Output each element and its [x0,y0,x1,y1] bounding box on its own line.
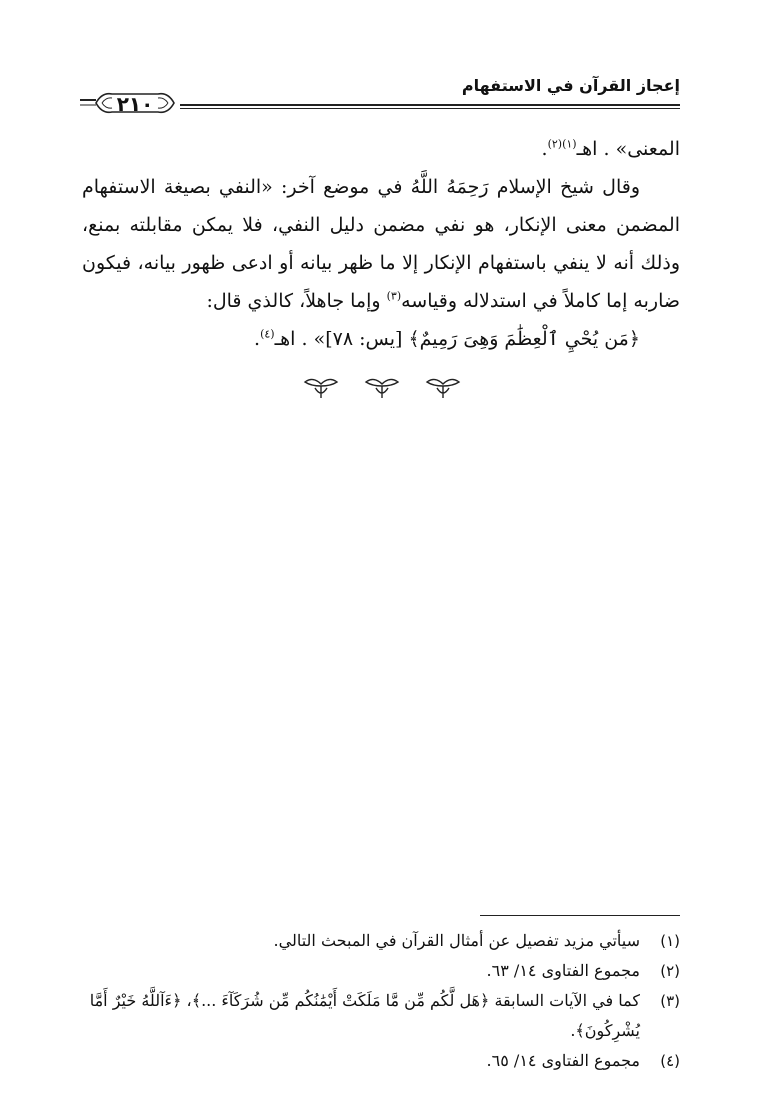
page-number-frame [80,88,190,118]
section-divider [0,376,764,406]
header-rule [180,104,680,106]
footnotes [82,926,680,1076]
footnote-rule [480,915,680,916]
paragraph-1 [82,130,680,168]
main-text [82,130,680,358]
footnote-number: (٤) [660,1052,680,1070]
footnote-number: (١) [660,932,680,950]
verse-reference: [يس: ٧٨]» . اهـ [274,328,409,350]
footnote-text: مجموع الفتاوى ١٤/ ٦٥. [486,1051,640,1070]
footnote [82,986,680,1046]
text-segment: وقال شيخ الإسلام رَحِمَهُ اللَّهُ في موضع آخر: «النفي بصيغة الاستفهام المضمن معنى الإنكار، هو نفي مضمن دليل النفي، فلا يمكن مقابلته بمنع، وذلك أنه لا ينفي باستفهام الإنكار إلا ما ظهر بيانه أو ادعى ظهور بيانه، فيكون ضاربه إما كاملاً في استدلاله وقياسه [82,176,680,312]
quran-verse: ﴿مَن يُحْيِ ٱلْعِظَٰمَ وَهِىَ رَمِيمٌ﴾ [408,328,640,350]
text-segment: . [541,138,548,160]
footnote-text: سيأتي مزيد تفصيل عن أمثال القرآن في المبحث التالي. [273,931,640,950]
text-segment: وإما جاهلاً، كالذي قال: [206,290,387,312]
floral-ornament-icon [425,376,461,400]
header-rule-thin [180,108,680,109]
footnote [82,926,680,956]
footnote-number: (٣) [660,992,680,1010]
running-title: إعجاز القرآن في الاستفهام [461,76,680,95]
page-number: ٢١٠ [116,92,154,116]
footnote [82,1046,680,1076]
footnote [82,956,680,986]
footnote-number: (٢) [660,962,680,980]
paragraph-2 [82,168,680,320]
floral-ornament-icon [303,376,339,400]
text-segment: . [254,328,261,350]
quran-quote [82,320,680,358]
footnote-ref: (٣) [386,289,402,303]
footnote-text: كما في الآيات السابقة ﴿هَل لَّكُم مِّن مَّا مَلَكَتْ أَيْمَٰنُكُم مِّن شُرَكَآءَ ...﴾، ﴿ءَآللَّهُ خَيْرٌ أَمَّا يُشْرِكُونَ﴾. [89,991,640,1040]
footnote-text: مجموع الفتاوى ١٤/ ٦٣. [486,961,640,980]
footnote-ref: (١)(٢) [547,137,577,151]
page-header [80,70,680,120]
footnote-ref: (٤) [260,327,275,341]
floral-ornament-icon [364,376,400,400]
text-segment: المعنى» . اهـ [576,138,680,160]
